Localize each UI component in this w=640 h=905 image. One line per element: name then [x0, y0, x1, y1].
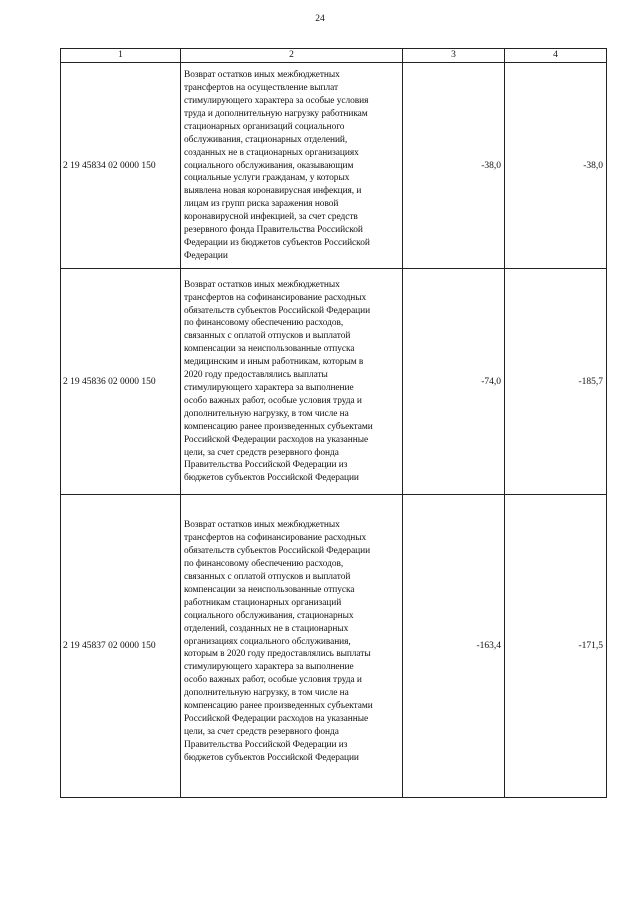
description-line: которым в 2020 году предоставлялись выплаты: [184, 649, 371, 660]
description-line: трансфертов на софинансирование расходных: [184, 533, 367, 544]
amount-cell-col3: -74,0: [403, 269, 505, 495]
description-line: социальные услуги гражданам, у которых: [184, 173, 350, 184]
description-line: стационарных организаций социального: [184, 121, 345, 132]
column-header-4: 4: [505, 49, 607, 63]
amount-cell-col4: -38,0: [505, 63, 607, 269]
description-line: лицам из групп риска заражения новой: [184, 199, 339, 210]
table-row: [61, 495, 607, 798]
description-line: Российской Федерации расходов на указанные: [184, 434, 369, 445]
description-line: отделений, созданных не в стационарных: [184, 623, 349, 634]
description-line: дополнительную нагрузку, в том числе на: [184, 408, 349, 419]
description-line: особо важных работ, особые условия труда и: [184, 675, 362, 686]
description-line: компенсацию ранее произведенных субъектами: [184, 421, 373, 432]
description-line: бюджетов субъектов Российской Федерации: [184, 473, 359, 484]
description-line: цели, за счет средств резервного фонда: [184, 726, 339, 737]
description-line: коронавирусной инфекцией, за счет средств: [184, 212, 358, 223]
description-cell: [181, 495, 403, 798]
description-line: работникам стационарных организаций: [184, 597, 342, 608]
description-line: трансфертов на осуществление выплат: [184, 83, 338, 94]
table-row: [61, 269, 607, 495]
description-line: стимулирующего характера за особые условия: [184, 96, 369, 107]
description-line: социального обслуживания, оказывающим: [184, 160, 354, 171]
amount-cell-col4: -185,7: [505, 269, 607, 495]
page-number: 24: [315, 14, 325, 24]
description-line: Федерации: [184, 250, 228, 261]
description-line: Федерации из бюджетов субъектов Российской: [184, 237, 370, 248]
description-line: особо важных работ, особые условия труда и: [184, 395, 362, 406]
description-line: связанных с оплатой отпусков и выплатой: [184, 572, 351, 583]
description-line: обязательств субъектов Российской Федерации: [184, 305, 371, 316]
description-cell: [181, 63, 403, 269]
description-line: медицинским и иным работникам, которым в: [184, 357, 364, 368]
description-line: бюджетов субъектов Российской Федерации: [184, 752, 359, 763]
description-line: компенсацию ранее произведенных субъектами: [184, 701, 373, 712]
description-line: социального обслуживания, стационарных: [184, 610, 354, 621]
budget-code-cell: 2 19 45834 02 0000 150: [61, 63, 181, 269]
column-header-2: 2: [181, 49, 403, 63]
column-header-1: 1: [61, 49, 181, 63]
header-row: [61, 49, 607, 63]
description-line: Возврат остатков иных межбюджетных: [184, 279, 340, 290]
description-line: стимулирующего характера за выполнение: [184, 662, 354, 673]
description-line: трансфертов на софинансирование расходных: [184, 292, 367, 303]
description-line: дополнительную нагрузку, в том числе на: [184, 688, 349, 699]
description-line: резервного фонда Правительства Российской: [184, 225, 363, 236]
description-line: Правительства Российской Федерации из: [184, 460, 348, 471]
description-cell: [181, 269, 403, 495]
description-line: по финансовому обеспечению расходов,: [184, 559, 344, 570]
description-line: Правительства Российской Федерации из: [184, 739, 348, 750]
description-line: созданных не в стационарных организациях: [184, 147, 359, 158]
amount-cell-col3: -38,0: [403, 63, 505, 269]
budget-table: [60, 48, 607, 798]
budget-code-cell: 2 19 45837 02 0000 150: [61, 495, 181, 798]
description-line: Возврат остатков иных межбюджетных: [184, 70, 340, 81]
description-line: 2020 году предоставлялись выплаты: [184, 370, 328, 381]
description-line: цели, за счет средств резервного фонда: [184, 447, 339, 458]
description-line: Российской Федерации расходов на указанные: [184, 713, 369, 724]
description-line: компенсации за неиспользованные отпуска: [184, 584, 355, 595]
amount-cell-col4: -171,5: [505, 495, 607, 798]
budget-code-cell: 2 19 45836 02 0000 150: [61, 269, 181, 495]
description-line: стимулирующего характера за выполнение: [184, 383, 354, 393]
description-line: Возврат остатков иных межбюджетных: [184, 520, 340, 531]
description-line: связанных с оплатой отпусков и выплатой: [184, 331, 351, 342]
column-header-3: 3: [403, 49, 505, 63]
description-line: выявлена новая коронавирусная инфекция, и: [184, 186, 362, 197]
description-line: обязательств субъектов Российской Федерации: [184, 546, 371, 557]
description-line: организациях социального обслуживания,: [184, 636, 351, 647]
description-line: труда и дополнительную нагрузку работникам: [184, 108, 368, 119]
description-line: обслуживания, стационарных отделений,: [184, 134, 348, 145]
description-line: по финансовому обеспечению расходов,: [184, 318, 344, 329]
description-line: компенсации за неиспользованные отпуска: [184, 344, 355, 355]
table-row: [61, 63, 607, 269]
amount-cell-col3: -163,4: [403, 495, 505, 798]
